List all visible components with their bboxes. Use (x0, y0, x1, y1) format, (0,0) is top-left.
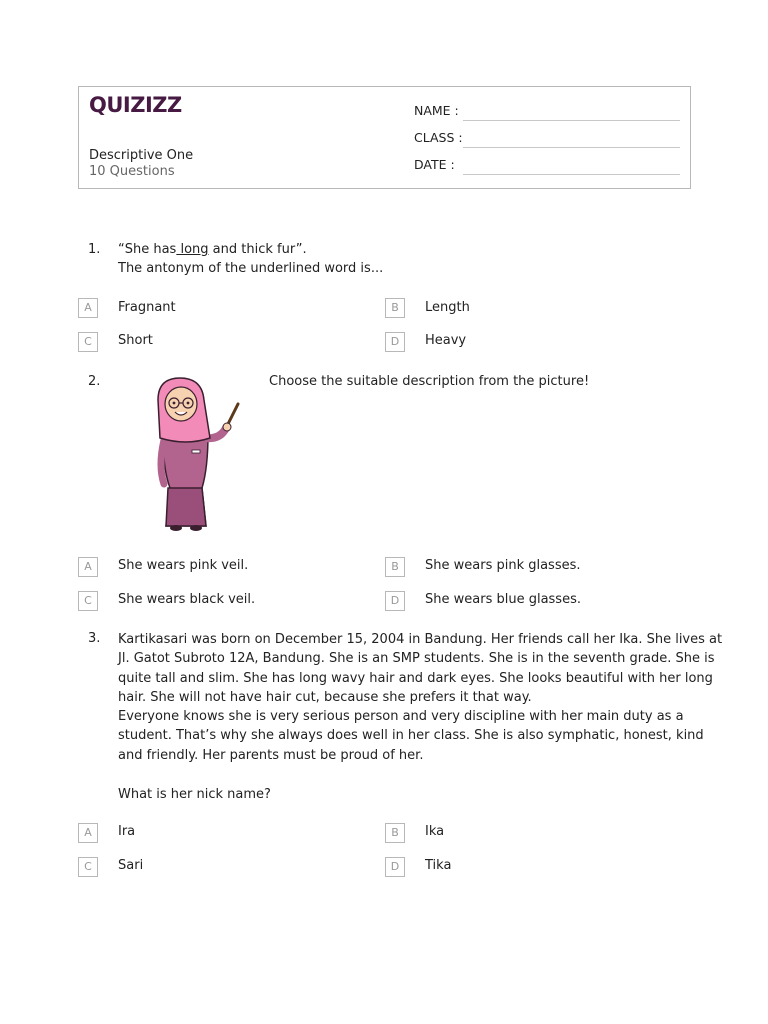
option-b-box[interactable]: B (385, 298, 405, 318)
date-line (463, 174, 680, 175)
passage-line: and friendly. Her parents must be proud of her. (118, 747, 424, 763)
option-b-box[interactable]: B (385, 823, 405, 843)
class-line (463, 147, 680, 148)
worksheet-header (78, 86, 691, 189)
name-line (463, 120, 680, 121)
question-text-pre: “She has (118, 242, 177, 257)
option-a-text[interactable]: Ira (118, 824, 136, 839)
option-c-text[interactable]: She wears black veil. (118, 592, 256, 607)
option-d-box[interactable]: D (385, 857, 405, 877)
option-a-box[interactable]: A (78, 298, 98, 318)
question-number: 3. (88, 631, 101, 646)
option-a-text[interactable]: She wears pink veil. (118, 558, 249, 573)
quiz-title: Descriptive One (89, 148, 194, 163)
option-c-box[interactable]: C (78, 857, 98, 877)
question-count: 10 Questions (89, 164, 175, 179)
quizizz-logo: QUIZIZZ (89, 93, 182, 117)
question-text (118, 240, 383, 279)
option-a-text[interactable]: Fragnant (118, 300, 176, 315)
passage-line: hair. She will not have hair cut, because she prefers it that way. (118, 689, 532, 705)
option-a-box[interactable]: A (78, 823, 98, 843)
underlined-word: long (176, 242, 209, 257)
question-number: 2. (88, 374, 101, 389)
option-b-box[interactable]: B (385, 557, 405, 577)
question-text: What is her nick name? (118, 787, 271, 802)
option-c-text[interactable]: Short (118, 333, 153, 348)
passage-line: Everyone knows she is very serious person and very discipline with her main duty as a (118, 709, 684, 725)
option-b-text[interactable]: She wears pink glasses. (425, 558, 581, 573)
passage-line: quite tall and slim. She has long wavy hair and dark eyes. She looks beautiful with her long (118, 670, 713, 686)
option-d-text[interactable]: Tika (425, 858, 452, 873)
option-d-box[interactable]: D (385, 591, 405, 611)
option-b-text[interactable]: Length (425, 300, 470, 315)
option-d-box[interactable]: D (385, 332, 405, 352)
question-text: Choose the suitable description from the picture! (269, 374, 590, 389)
passage-line: student. That’s why she always does well in her class. She is also symphatic, honest, kind (118, 728, 704, 744)
option-d-text[interactable]: She wears blue glasses. (425, 592, 581, 607)
question-number: 1. (88, 242, 101, 257)
option-c-text[interactable]: Sari (118, 858, 144, 873)
option-d-text[interactable]: Heavy (425, 333, 467, 348)
class-label: CLASS : (414, 130, 463, 145)
option-c-box[interactable]: C (78, 591, 98, 611)
option-b-text[interactable]: Ika (425, 824, 445, 839)
question-text-post: and thick fur”. (208, 242, 307, 257)
reading-passage (118, 630, 722, 765)
option-c-box[interactable]: C (78, 332, 98, 352)
passage-line: Jl. Gatot Subroto 12A, Bandung. She is an SMP students. She is in the seventh grade. She is (118, 651, 715, 667)
question-instruction: The antonym of the underlined word is... (118, 261, 384, 277)
date-label: DATE : (414, 157, 455, 172)
teacher-illustration (146, 376, 242, 532)
name-label: NAME : (414, 103, 459, 118)
option-a-box[interactable]: A (78, 557, 98, 577)
passage-line: Kartikasari was born on December 15, 2004 in Bandung. Her friends call her Ika. She lives at (118, 632, 723, 647)
